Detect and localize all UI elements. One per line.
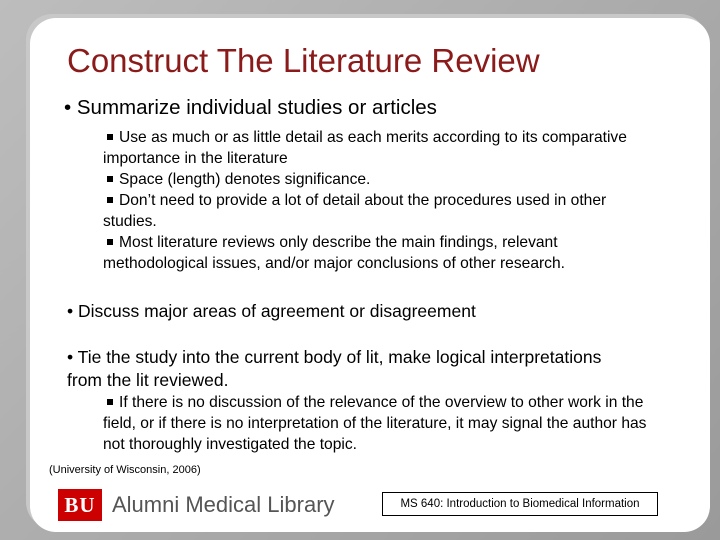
library-logo (58, 487, 338, 523)
citation: (University of Wisconsin, 2006) (49, 464, 201, 476)
square-bullet-icon (107, 134, 113, 140)
subpoint-text: Use as much or as little detail as each merits according to its comparative importance in the literature (103, 129, 627, 167)
bullet-summarize: • Summarize individual studies or articles (64, 96, 437, 119)
summarize-subpoints (103, 127, 663, 274)
course-label: MS 640: Introduction to Biomedical Information (382, 492, 658, 516)
slide-title: Construct The Literature Review (67, 42, 540, 79)
subpoint-text: Space (length) denotes significance. (119, 171, 371, 188)
subpoint (103, 232, 663, 274)
bullet-tie-study: • Tie the study into the current body of lit, make logical interpretations from the lit reviewed. (67, 347, 602, 390)
subpoint-text: If there is no discussion of the relevance of the overview to other work in the field, or if there is no interpretation of the literature, it may signal the author has not thoroughly investigated the topic. (103, 394, 647, 453)
bullet-discuss: • Discuss major areas of agreement or disagreement (67, 301, 476, 321)
subpoint (103, 392, 663, 455)
square-bullet-icon (107, 176, 113, 182)
tie-study-subpoints (103, 392, 663, 455)
subpoint (103, 169, 663, 190)
subpoint (103, 190, 663, 232)
square-bullet-icon (107, 399, 113, 405)
square-bullet-icon (107, 197, 113, 203)
library-name: Alumni Medical Library (112, 492, 335, 517)
square-bullet-icon (107, 239, 113, 245)
subpoint-text: Don’t need to provide a lot of detail about the procedures used in other studies. (103, 192, 607, 230)
bu-badge: BU (58, 489, 102, 521)
subpoint (103, 127, 663, 169)
subpoint-text: Most literature reviews only describe the main findings, relevant methodological issues, and/or major conclusions of other research. (103, 234, 565, 272)
